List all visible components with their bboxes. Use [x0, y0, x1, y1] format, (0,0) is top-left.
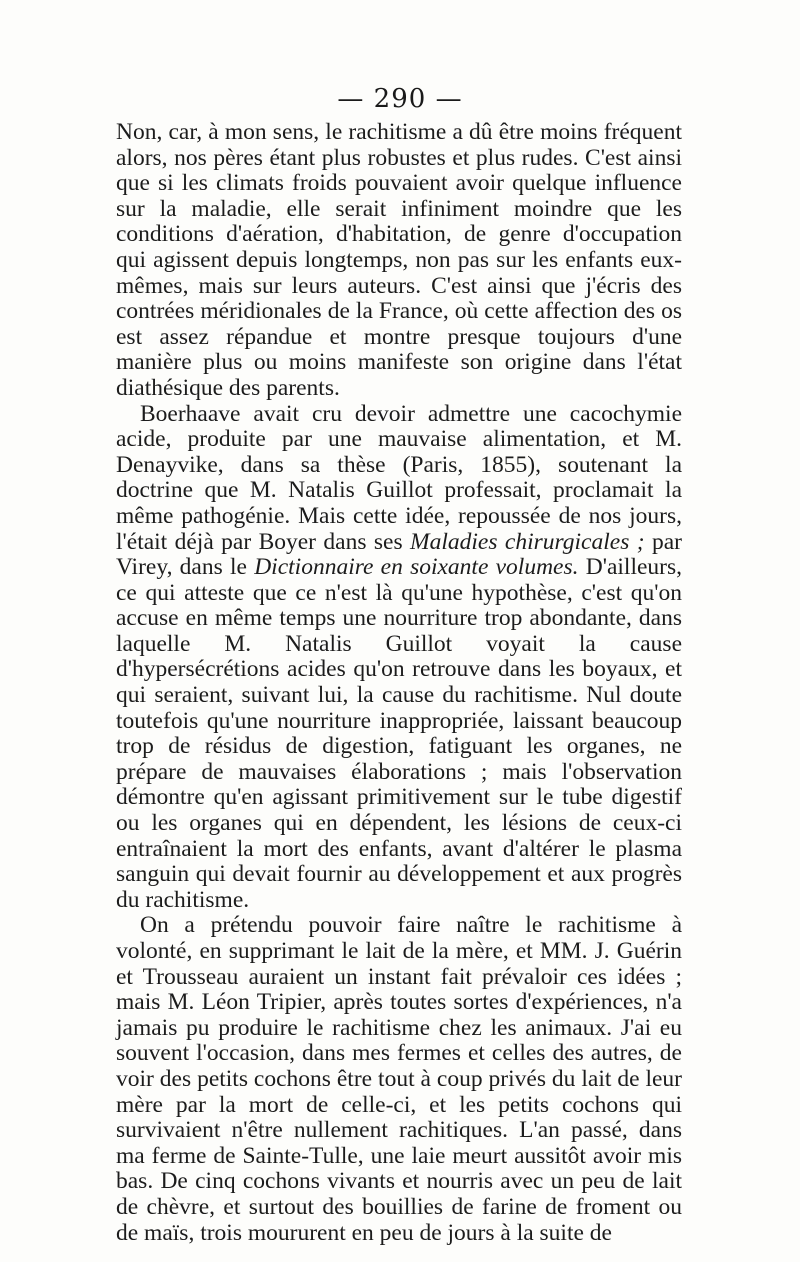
paragraph-3: On a prétendu pouvoir faire naître le rachitisme à volonté, en supprimant le lait de la mère, et MM. J. Guérin et Trousseau auraient un instant fait prévaloir ces idées ; mais M. Léon Tripier, après toutes sortes d'expériences, n'a jamais pu produire le rachitisme chez les animaux. J'ai eu souvent l'occasion, dans mes fermes et celles des autres, de voir des petits cochons être tout à coup privés du lait de leur mère par la mort de celle-ci, et les petits cochons qui survivaient n'être nullement rachitiques. L'an passé, dans ma ferme de Sainte-Tulle, une laie meurt aussitôt avoir mis bas. De cinq cochons vivants et nourris avec un peu de lait de chèvre, et surtout des bouillies de farine de froment ou de maïs, trois moururent en peu de jours à la suite de [116, 912, 682, 1246]
paragraph-1: Non, car, à mon sens, le rachitisme a dû être moins fréquent alors, nos pères étant plus robustes et plus rudes. C'est ainsi que si les climats froids pouvaient avoir quelque influence sur la maladie, elle serait infiniment moindre que les conditions d'aération, d'habitation, de genre d'occupation qui agissent depuis longtemps, non pas sur les enfants eux-mêmes, mais sur leurs auteurs. C'est ainsi que j'écris des contrées méridionales de la France, où cette affection des os est assez répandue et montre presque toujours d'une manière plus ou moins manifeste son origine dans l'état diathésique des parents. [116, 119, 682, 401]
paragraph-2-text-a: Boerhaave avait cru devoir admettre une cacochymie acide, produite par une mauvaise alimentation, et M. Denayvike, dans sa thèse (Paris, 1855), soutenant la doctrine que M. Natalis Guillot professait, proclamait la même pathogénie. Mais cette idée, repoussée de nos jours, l'était déjà par Boyer dans ses [116, 400, 682, 555]
book-title-dictionnaire: Dictionnaire en soixante volumes. [254, 554, 579, 581]
page-number: — 290 — [337, 84, 463, 114]
body-text [116, 120, 682, 1246]
paragraph-2 [116, 402, 682, 914]
book-title-maladies: Maladies chirurgicales ; [410, 528, 645, 555]
paragraph-2-text-b: par Virey, dans le [116, 528, 682, 581]
paragraph-2-text-c: D'ailleurs, ce qui atteste que ce n'est là qu'une hypothèse, c'est qu'on accuse en même temps une nourriture trop abondante, dans laquelle M. Natalis Guillot voyait la cause d'hypersécrétions acides qu'on retrouve dans les boyaux, et qui seraient, suivant lui, la cause du rachitisme. Nul doute toutefois qu'une nourriture inappropriée, laissant beaucoup trop de résidus de digestion, fatiguant les organes, ne prépare de mauvaises élaborations ; mais l'observation démontre qu'en agissant primitivement sur le tube digestif ou les organes qui en dépendent, les lésions de ceux-ci entraînaient la mort des enfants, avant d'altérer le plasma sanguin qui devait fournir au développement et aux progrès du rachitisme. [116, 554, 683, 913]
